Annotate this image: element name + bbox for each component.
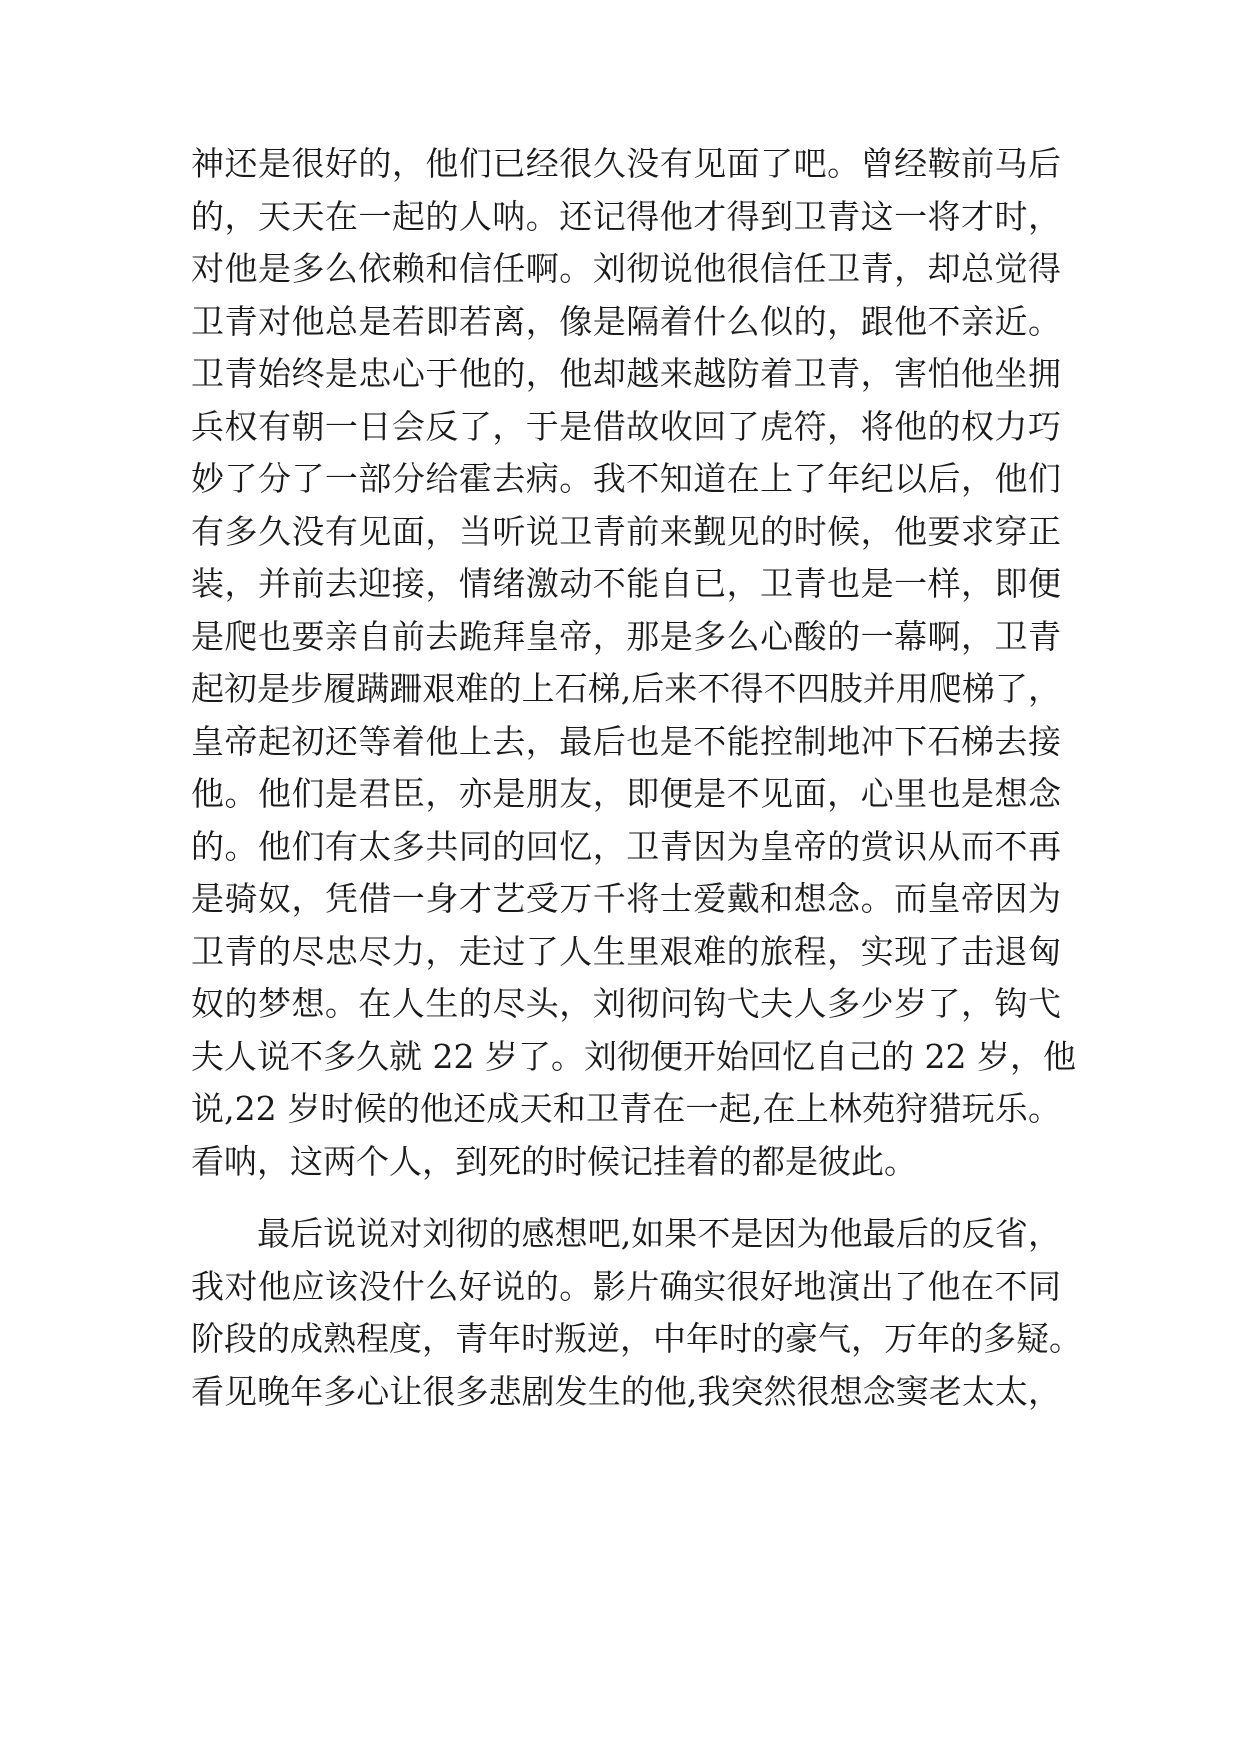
text-line: 卫青始终是忠心于他的，他却越来越防着卫青，害怕他坐拥 [191, 354, 1061, 393]
text-line: 装，并前去迎接，情绪激动不能自已，卫青也是一样，即便 [191, 564, 1061, 603]
text-line: 最后说说对刘彻的感想吧,如果不是因为他最后的反省， [257, 1214, 1061, 1253]
text-line: 看呐，这两个人，到死的时候记挂着的都是彼此。 [191, 1141, 917, 1181]
text-line: 是爬也要亲自前去跪拜皇帝，那是多么心酸的一幕啊，卫青 [191, 616, 1061, 656]
text-line: 他。他们是君臣，亦是朋友，即便是不见面，心里也是想念 [191, 774, 1061, 813]
paragraph-1 [191, 138, 1076, 1188]
text-line: 我对他应该没什么好说的。影片确实很好地演出了他在不同 [191, 1266, 1061, 1306]
paragraph-2 [191, 1208, 1082, 1418]
document-body [191, 138, 1082, 1418]
text-line: 皇帝起初还等着他上去，最后也是不能控制地冲下石梯去接 [191, 721, 1061, 761]
text-line: 说,22 岁时候的他还成天和卫青在一起,在上林苑狩猎玩乐。 [191, 1089, 1061, 1128]
text-line: 对他是多么依赖和信任啊。刘彻说他很信任卫青，却总觉得 [191, 249, 1061, 288]
text-line: 阶段的成熟程度，青年时叛逆，中年时的豪气，万年的多疑。 [191, 1319, 1082, 1358]
text-line: 妙了分了一部分给霍去病。我不知道在上了年纪以后，他们 [191, 459, 1061, 498]
paragraph-spacing [191, 1188, 1061, 1208]
text-line: 起初是步履蹒跚艰难的上石梯,后来不得不四肢并用爬梯了， [191, 669, 1061, 708]
text-line: 神还是很好的，他们已经很久没有见面了吧。曾经鞍前马后 [191, 144, 1061, 183]
text-line: 卫青对他总是若即若离，像是隔着什么似的，跟他不亲近。 [191, 301, 1061, 341]
text-line: 的。他们有太多共同的回忆，卫青因为皇帝的赏识从而不再 [191, 826, 1061, 866]
text-line: 有多久没有见面，当听说卫青前来觐见的时候，他要求穿正 [191, 511, 1061, 551]
text-line: 卫青的尽忠尽力，走过了人生里艰难的旅程，实现了击退匈 [191, 931, 1061, 971]
text-line: 夫人说不多久就 22 岁了。刘彻便开始回忆自己的 22 岁，他 [191, 1036, 1076, 1076]
text-line: 的，天天在一起的人呐。还记得他才得到卫青这一将才时， [191, 196, 1061, 236]
text-line: 奴的梦想。在人生的尽头，刘彻问钩弋夫人多少岁了，钩弋 [191, 984, 1061, 1023]
text-line: 兵权有朝一日会反了，于是借故收回了虎符，将他的权力巧 [191, 406, 1061, 446]
text-line: 看见晚年多心让很多悲剧发生的他,我突然很想念窦老太太， [191, 1371, 1061, 1411]
text-line: 是骑奴，凭借一身才艺受万千将士爱戴和想念。而皇帝因为 [191, 879, 1061, 918]
